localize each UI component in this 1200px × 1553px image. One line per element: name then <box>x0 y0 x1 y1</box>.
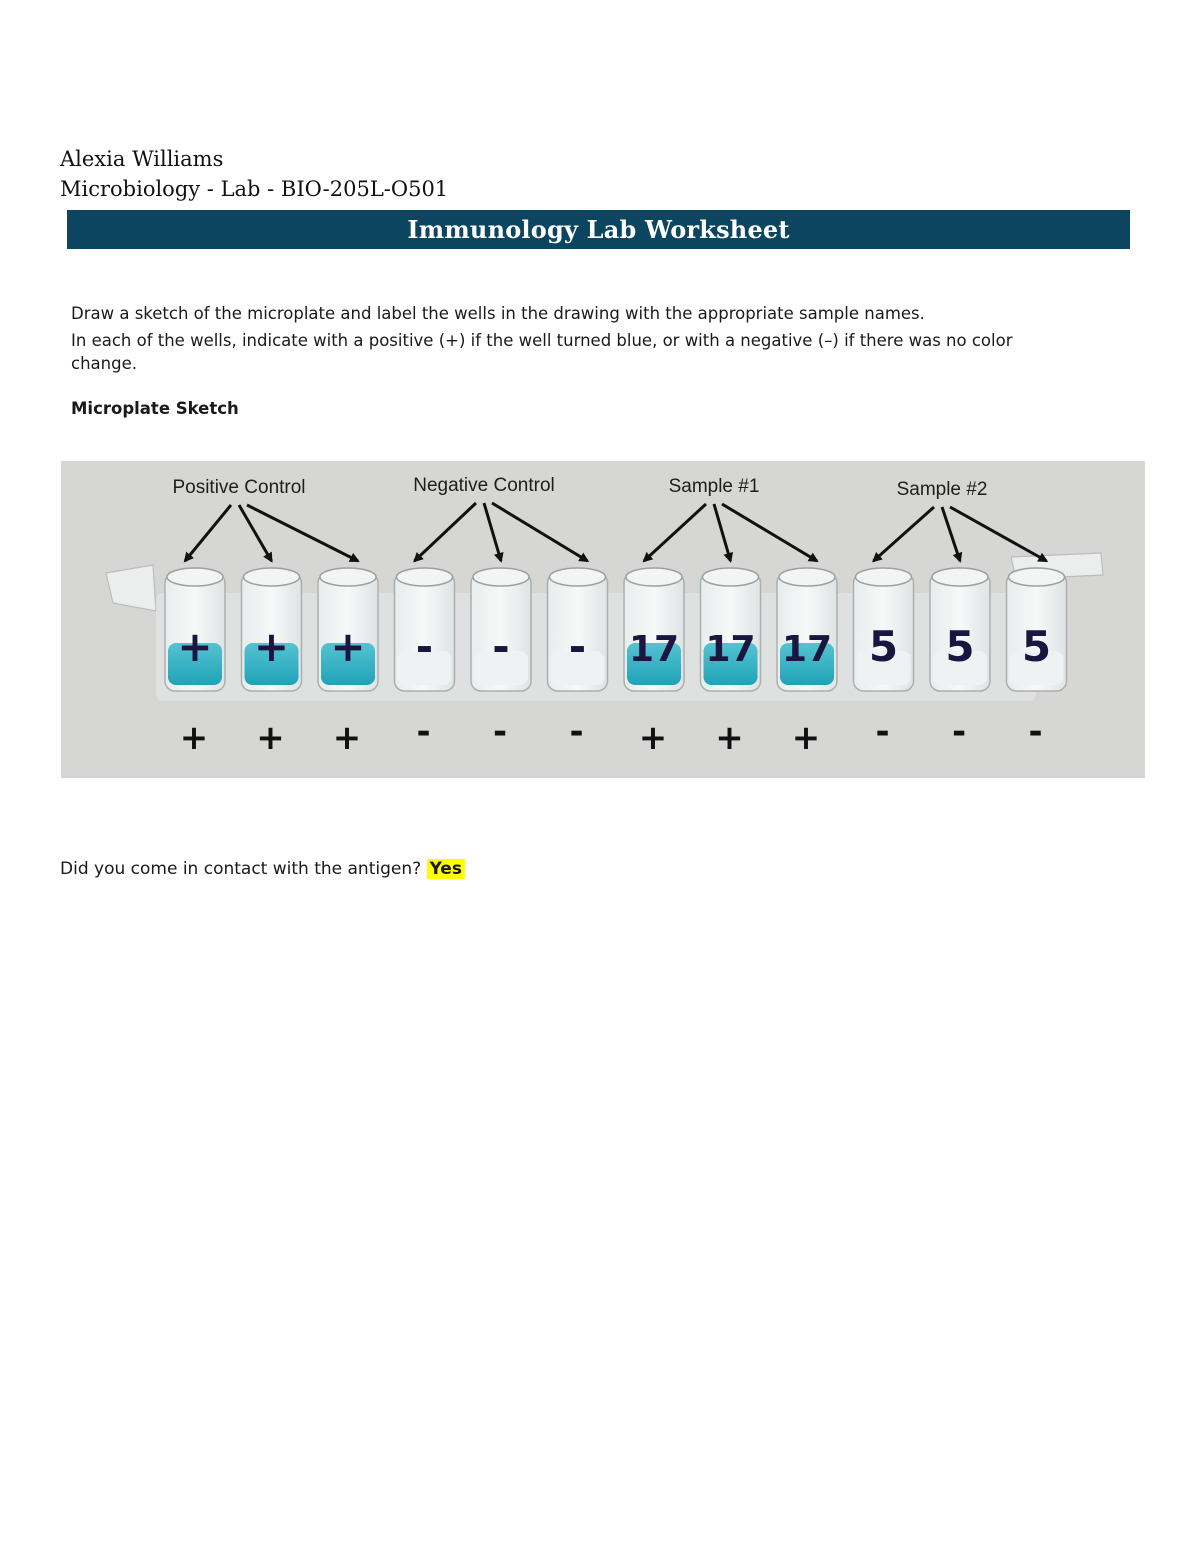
well-rim <box>244 568 300 586</box>
well-rim <box>397 568 453 586</box>
microplate-well <box>777 568 837 691</box>
well-marker-label: + <box>330 622 366 671</box>
microplate-well <box>854 568 914 691</box>
microplate-well <box>624 568 684 691</box>
microplate-well <box>1007 568 1067 691</box>
well-rim <box>550 568 606 586</box>
microplate-photo <box>61 461 1145 778</box>
well-result-sign: - <box>875 712 890 752</box>
well-rim <box>703 568 759 586</box>
instruction-line-2: In each of the wells, indicate with a positive (+) if the well turned blue, or with a negative (–) if there was no color change. <box>71 331 1013 373</box>
group-label: Sample #2 <box>896 479 988 500</box>
well-rim <box>779 568 835 586</box>
microplate-well <box>548 568 608 691</box>
microplate-well <box>701 568 761 691</box>
well-marker-label: 17 <box>628 629 680 670</box>
question-text: Did you come in contact with the antigen? <box>60 859 422 879</box>
well-rim <box>626 568 682 586</box>
well-marker-label: 17 <box>705 629 756 670</box>
group-label: Sample #1 <box>668 476 760 497</box>
well-result-sign: - <box>492 712 508 752</box>
well-marker-label: + <box>177 622 213 671</box>
well-rim <box>167 568 223 586</box>
well-rim <box>320 568 376 586</box>
microplate-well <box>930 568 990 691</box>
worksheet-title-banner <box>67 210 1130 249</box>
well-marker-label: 5 <box>945 622 975 671</box>
author-block <box>60 144 448 204</box>
well-rim <box>856 568 912 586</box>
well-marker-label: 17 <box>781 629 833 670</box>
well-result-sign: - <box>1028 712 1043 752</box>
answer-highlight: Yes <box>427 859 465 879</box>
well-marker-label: - <box>415 622 434 671</box>
microplate-well <box>395 568 455 691</box>
microplate-well <box>242 568 302 691</box>
well-result-sign: - <box>416 712 431 752</box>
well-marker-label: - <box>492 622 510 671</box>
well-result-sign: + <box>715 718 744 758</box>
well-result-sign: + <box>179 718 209 758</box>
course-name: Microbiology - Lab - BIO-205L-O501 <box>60 177 449 201</box>
instructions <box>71 302 1061 379</box>
well-rim <box>932 568 988 586</box>
well-marker-label: 5 <box>868 622 899 671</box>
group-label: Negative Control <box>413 475 555 496</box>
well-rim <box>473 568 529 586</box>
well-result-sign: + <box>791 718 821 758</box>
well-rim <box>1009 568 1065 586</box>
microplate-well <box>165 568 225 691</box>
well-result-sign: + <box>256 718 285 758</box>
microplate-figure <box>61 461 1145 778</box>
instruction-line-1: Draw a sketch of the microplate and label the wells in the drawing with the appropriate sample names. <box>71 304 925 323</box>
well-result-sign: + <box>638 718 668 758</box>
group-label: Positive Control <box>172 477 306 498</box>
antigen-question <box>60 857 465 881</box>
well-marker-label: + <box>253 622 290 671</box>
well-marker-label: - <box>568 622 587 671</box>
worksheet-title: Immunology Lab Worksheet <box>407 215 790 244</box>
well-marker-label: 5 <box>1021 622 1052 671</box>
microplate-well <box>318 568 378 691</box>
well-result-sign: - <box>569 712 584 752</box>
well-result-sign: + <box>332 718 362 758</box>
microplate-well <box>471 568 531 691</box>
sketch-heading: Microplate Sketch <box>71 399 239 418</box>
well-result-sign: - <box>951 712 967 752</box>
author-name: Alexia Williams <box>60 147 224 171</box>
